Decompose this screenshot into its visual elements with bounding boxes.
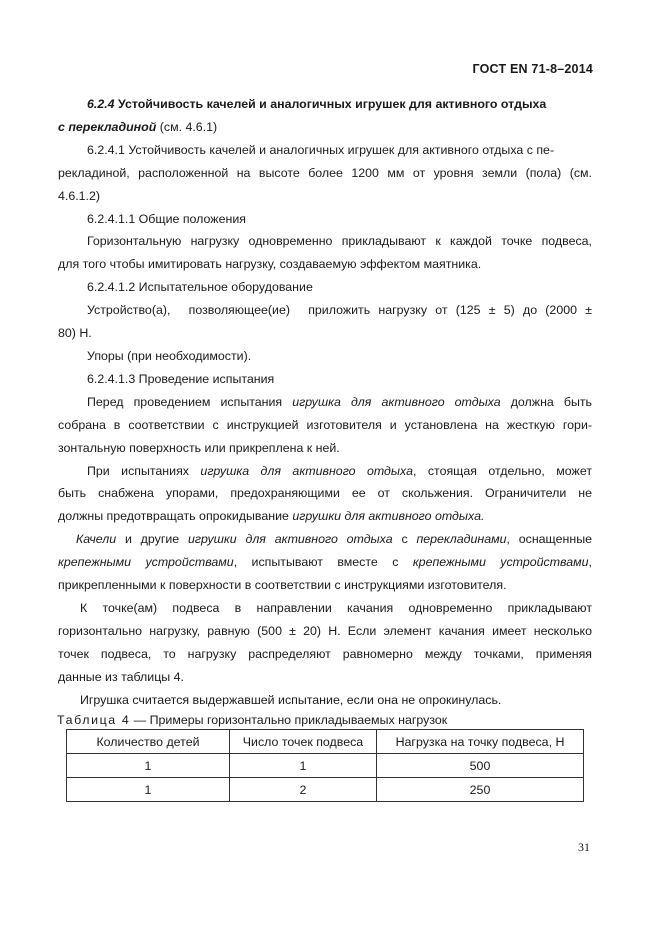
term-span: крепежными устройствами: [412, 555, 589, 570]
paragraph-before-test-line3: зонтальную поверхность или прикреплена к ней.: [58, 440, 340, 455]
subheading-procedure: 6.2.4.1.3 Проведение испытания: [87, 371, 275, 386]
text-span: ,: [588, 555, 592, 570]
table-caption: [57, 711, 592, 729]
term-span: игрушки для активного отдыха: [187, 532, 393, 547]
section-heading: [58, 93, 592, 116]
table-header: Нагрузка на точку подвеса, Н: [377, 730, 584, 754]
paragraph-points-line3: точек подвеса, то нагрузку распределяют равномерно между точками, применяя: [58, 646, 592, 661]
term-span: игрушка для активного отдыха: [292, 394, 501, 409]
table-cell: 250: [377, 778, 584, 802]
table-cell: 1: [230, 754, 377, 778]
paragraph-tests-line1: [58, 460, 592, 483]
term-span: игрушки для активного отдыха.: [292, 509, 485, 524]
paragraph-swings-line2: [58, 551, 592, 574]
text-span: и другие: [124, 532, 180, 547]
text-span: При испытаниях: [87, 463, 189, 478]
table-cell: 1: [67, 754, 230, 778]
paragraph-load-line1: Горизонтальную нагрузку одновременно прикладывают к каждой точке подвеса,: [87, 234, 592, 249]
paragraph-tests-line3: [58, 505, 592, 528]
text-span: с: [401, 532, 408, 547]
page-content: [58, 93, 592, 802]
paragraph-stops: Упоры (при необходимости).: [87, 348, 252, 363]
subheading-general: 6.2.4.1.1 Общие положения: [87, 211, 246, 226]
section-title-part2: с перекладиной: [58, 119, 157, 134]
paragraph-points-line1: К точке(ам) подвеса в направлении качания одновременно прикладывают: [80, 600, 592, 615]
term-span: Качели: [76, 532, 117, 547]
section-title-part1: Устойчивость качелей и аналогичных игрушек для активного отдыха: [118, 97, 547, 111]
term-span: игрушка для активного отдыха: [200, 463, 413, 478]
paragraph-load-line2: для того чтобы имитировать нагрузку, создаваемую эффектом маятника.: [58, 257, 482, 272]
paragraph-tests-line2: быть снабжена упорами, предохраняющими ее от скольжения. Ограничители не: [58, 486, 592, 501]
table-cell: 1: [67, 778, 230, 802]
table-cell: 2: [230, 778, 377, 802]
text-span: Устройство(а),: [87, 303, 171, 318]
table-header: Число точек подвеса: [230, 730, 377, 754]
text-span: Перед проведением испытания: [87, 394, 283, 409]
text-span: , стоящая отдельно, может: [412, 463, 592, 478]
paragraph-points-line4: данные из таблицы 4.: [58, 669, 184, 684]
section-heading-cont: [58, 116, 592, 139]
term-span: крепежными устройствами: [58, 555, 234, 570]
paragraph-6241-line2: рекладиной, расположенной на высоте более 1200 мм от уровня земли (пола) (см.: [58, 165, 592, 180]
section-ref: (см. 4.6.1): [159, 119, 218, 134]
paragraph-before-test-line1: [58, 391, 592, 414]
text-span: , оснащенные: [506, 532, 592, 547]
table-row: [67, 754, 584, 778]
text-span: должна быть: [510, 394, 592, 409]
table-caption-text: — Примеры горизонтально прикладываемых нагрузок: [133, 713, 448, 728]
text-span: должны предотвращать опрокидывание: [58, 509, 289, 524]
paragraph-result: Игрушка считается выдержавшей испытание, если она не опрокинулась.: [80, 692, 502, 707]
paragraph-device-line2: 80) Н.: [58, 326, 92, 341]
table-row: [67, 778, 584, 802]
table-cell: 500: [377, 754, 584, 778]
load-table: [66, 729, 584, 802]
paragraph-swings-line3: прикрепленными к поверхности в соответствии с инструкциями изготовителя.: [58, 578, 507, 593]
text-span: приложить нагрузку от (125 ± 5) до (2000 ±: [308, 303, 592, 318]
page-number: 31: [578, 840, 590, 854]
paragraph-before-test-line2: собрана в соответствии с инструкцией изготовителя и установлена на жесткую гори-: [58, 417, 592, 432]
subheading-equipment: 6.2.4.1.2 Испытательное оборудование: [87, 280, 313, 295]
paragraph-device-line1: [58, 299, 592, 322]
table-caption-label: Таблица 4: [57, 713, 131, 728]
table-header-row: [67, 730, 584, 754]
text-span: , испытывают вместе с: [233, 555, 399, 570]
paragraph-6241-line3: 4.6.1.2): [58, 188, 101, 203]
document-id: ГОСТ EN 71-8–2014: [472, 62, 593, 76]
text-span: позволяющее(ие): [188, 303, 290, 318]
table-header: Количество детей: [67, 730, 230, 754]
term-span: перекладинами: [416, 532, 507, 547]
paragraph-points-line2: горизонтально нагрузку, равную (500 ± 20) Н. Если элемент качания имеет несколько: [58, 623, 592, 638]
section-number: 6.2.4: [87, 97, 115, 111]
paragraph-swings-line1: [58, 528, 592, 551]
paragraph-6241-line1: 6.2.4.1 Устойчивость качелей и аналогичных игрушек для активного отдыха с пе-: [87, 142, 555, 157]
